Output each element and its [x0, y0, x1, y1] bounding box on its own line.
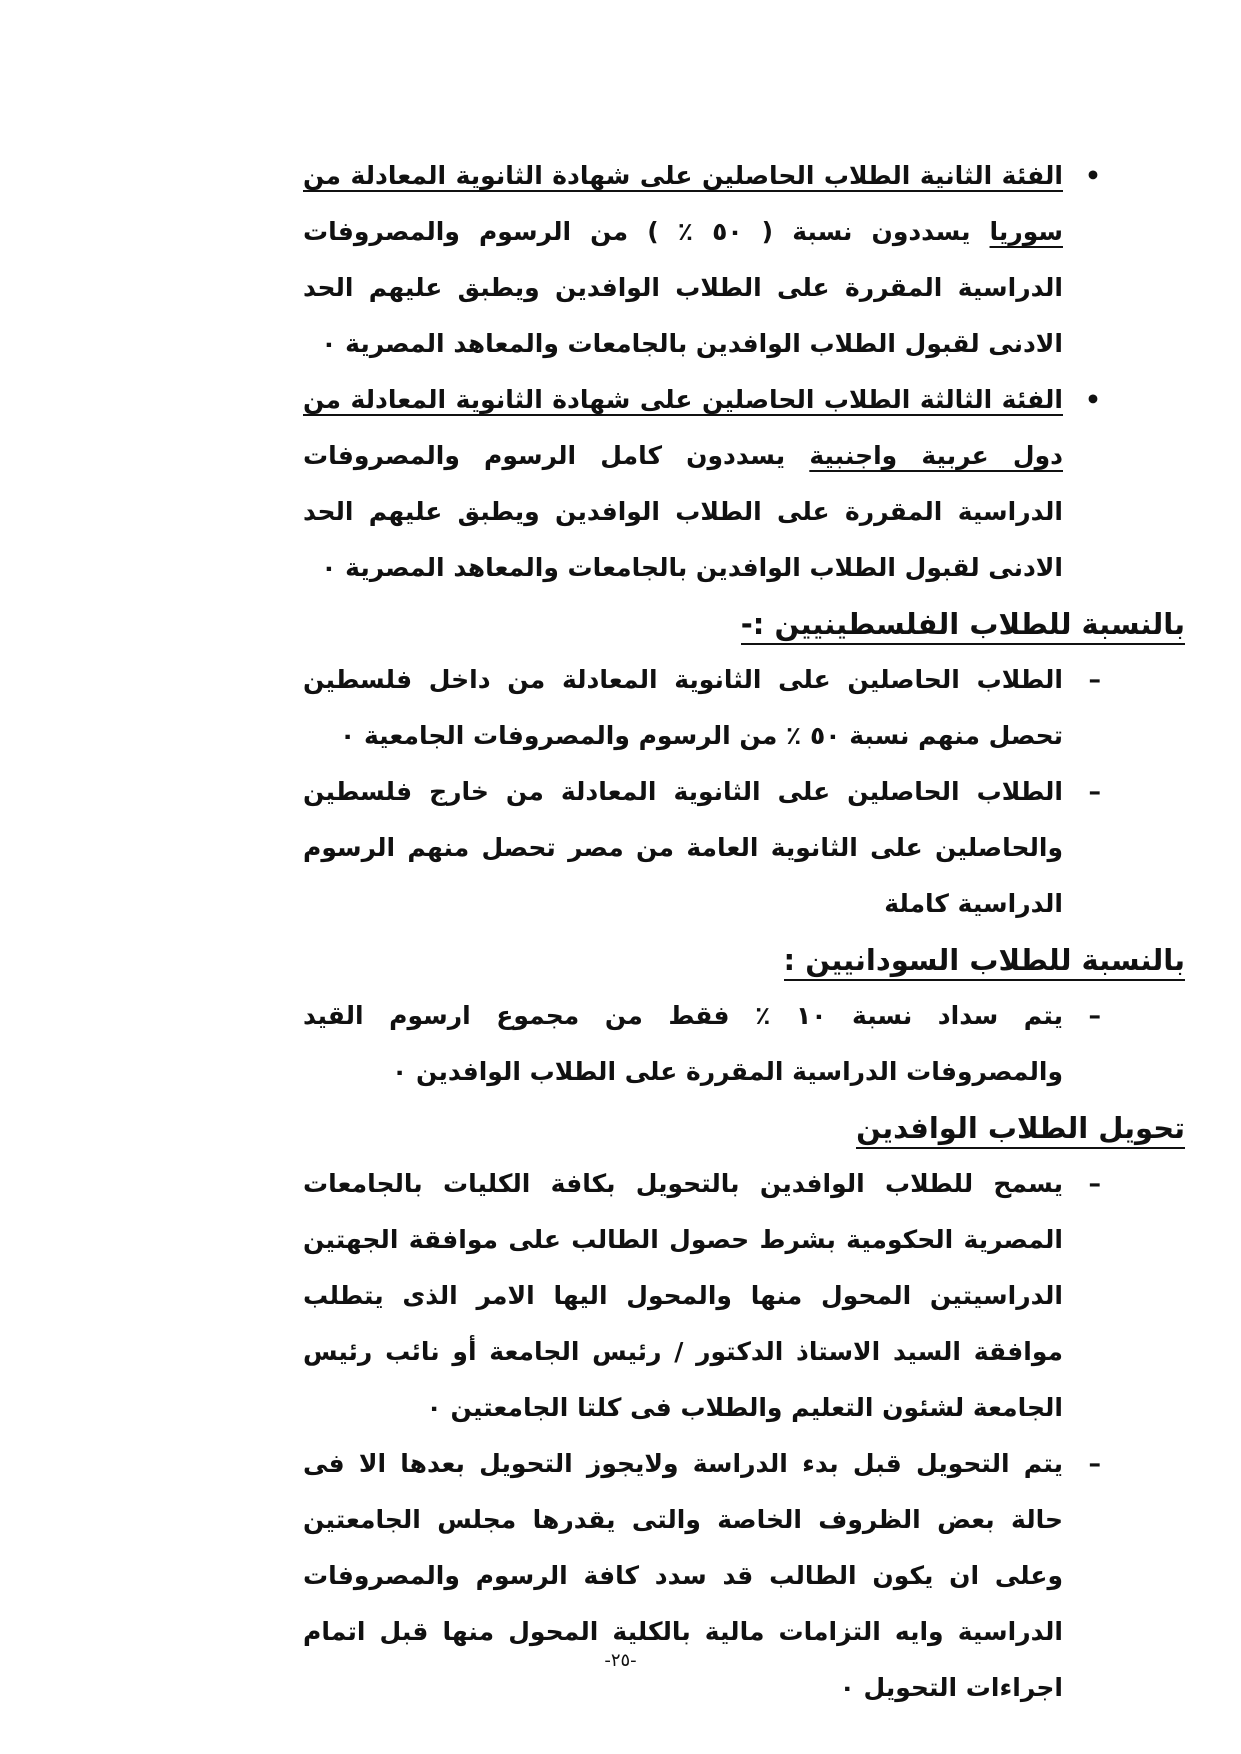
list-item-palestine-outside [303, 764, 1101, 932]
dash-marker: – [1088, 777, 1101, 806]
section-heading-transfer [303, 1100, 1185, 1156]
item-text: يتم سداد نسبة ١٠ ٪ فقط من مجموع ارسوم القيد والمصروفات الدراسية المقررة على الطلاب الوافدين ٠ [303, 1001, 1063, 1086]
item-text: يتم التحويل قبل بدء الدراسة ولايجوز التحويل بعدها الا فى حالة بعض الظروف الخاصة والتى يقدرها مجلس الجامعتين وعلى ان يكون الطالب قد سدد كافة الرسوم والمصروفات الدراسية وايه التزامات مالية بالكلية المحول منها قبل اتمام اجراءات التحويل ٠ [303, 1449, 1063, 1702]
dash-marker: – [1088, 1169, 1101, 1198]
item-text: الطلاب الحاصلين على الثانوية المعادلة من داخل فلسطين تحصل منهم نسبة ٥٠ ٪ من الرسوم والمصروفات الجامعية ٠ [303, 665, 1063, 750]
item-text: يسمح للطلاب الوافدين بالتحويل بكافة الكليات بالجامعات المصرية الحكومية بشرط حصول الطالب على موافقة الجهتين الدراسيتين المحول منها والمحول اليها الامر الذى يتطلب موافقة السيد الاستاذ الدكتور / رئيس الجامعة أو نائب رئيس الجامعة لشئون التعليم والطلاب فى كلتا الجامعتين ٠ [303, 1169, 1063, 1422]
dash-marker: – [1088, 1449, 1101, 1478]
heading-text: بالنسبة للطلاب الفلسطينيين :- [741, 607, 1185, 645]
list-item-syria [303, 148, 1101, 372]
section-heading-palestinian [303, 596, 1185, 652]
item-underlined-text: الفئة الثانية الطلاب الحاصلين على شهادة الثانوية المعادلة من سوريا [303, 161, 1063, 246]
list-item-transfer-allowed [303, 1156, 1101, 1436]
document-body [303, 148, 1185, 1716]
dash-marker: – [1088, 1001, 1101, 1030]
list-item-sudan [303, 988, 1101, 1100]
list-item-transfer-timing [303, 1436, 1101, 1716]
item-underlined-text: الفئة الثالثة الطلاب الحاصلين على شهادة الثانوية المعادلة من دول عربية واجنبية [303, 385, 1063, 470]
item-text: يسددون كامل الرسوم والمصروفات الدراسية المقررة على الطلاب الوافدين ويطبق عليهم الحد الادنى لقبول الطلاب الوافدين بالجامعات والمعاهد المصرية ٠ [303, 441, 1063, 582]
heading-text: بالنسبة للطلاب السودانيين : [784, 943, 1185, 981]
list-item-palestine-inside [303, 652, 1101, 764]
page-number: -٢٥- [604, 1650, 637, 1671]
section-heading-sudanese [303, 932, 1185, 988]
item-text: الطلاب الحاصلين على الثانوية المعادلة من خارج فلسطين والحاصلين على الثانوية العامة من مصر تحصل منهم الرسوم الدراسية كاملة [303, 777, 1063, 918]
bullet-marker: • [1085, 385, 1101, 414]
list-item-arab-foreign [303, 372, 1101, 596]
bullet-marker: • [1085, 161, 1101, 190]
heading-text: تحويل الطلاب الوافدين [856, 1111, 1185, 1149]
dash-marker: – [1088, 665, 1101, 694]
item-text: يسددون نسبة ( ٥٠ ٪ ) من الرسوم والمصروفات الدراسية المقررة على الطلاب الوافدين ويطبق عليهم الحد الادنى لقبول الطلاب الوافدين بالجامعات والمعاهد المصرية ٠ [303, 217, 1063, 358]
